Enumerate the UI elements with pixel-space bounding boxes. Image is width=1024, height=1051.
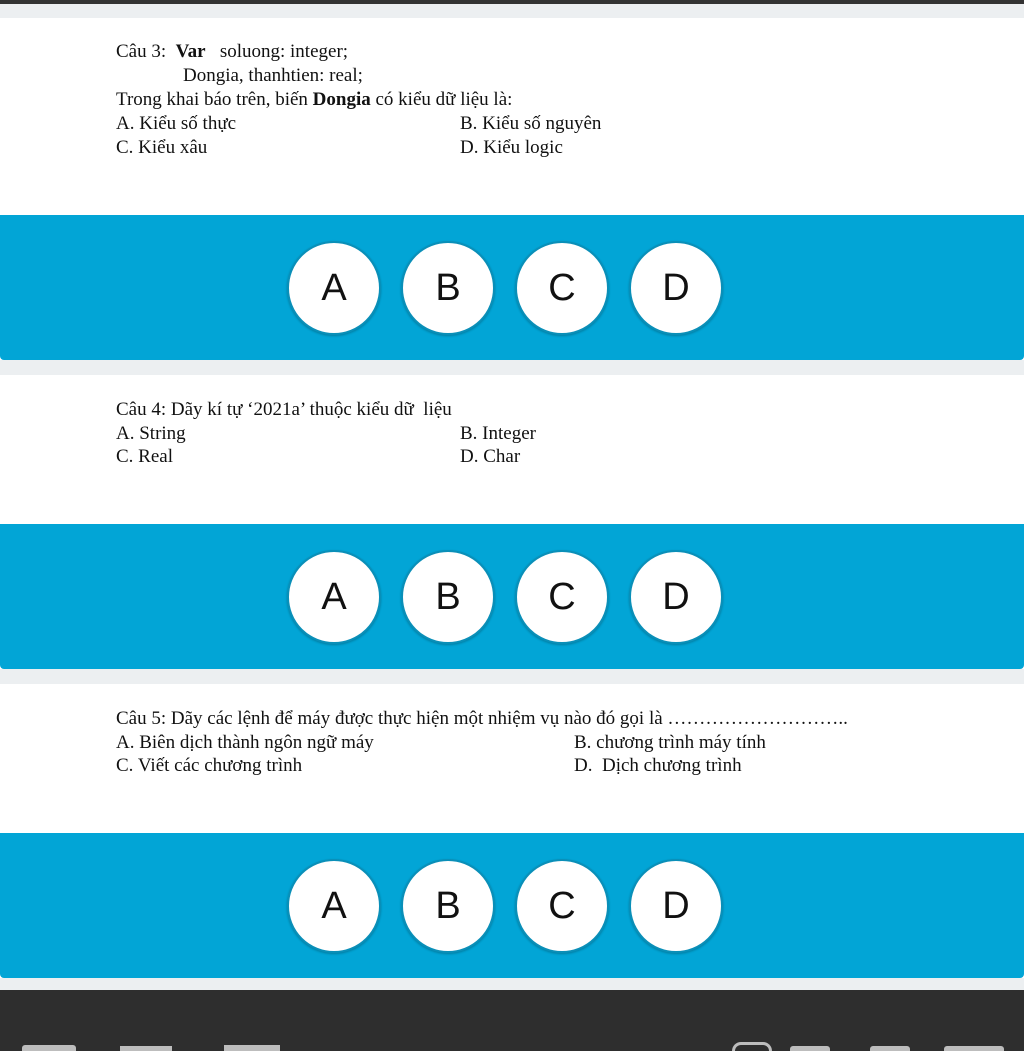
choice-c-button[interactable]: C <box>515 859 609 953</box>
question-stem-end: có kiểu dữ liệu là: <box>375 89 513 110</box>
question-card-4 <box>0 375 1024 669</box>
choice-b-button[interactable]: B <box>401 550 495 644</box>
question-line <box>116 88 512 112</box>
option-b-text: B. chương trình máy tính <box>574 732 766 753</box>
choice-a-button[interactable]: A <box>287 550 381 644</box>
choice-a-button[interactable]: A <box>287 859 381 953</box>
option-d-text: D. Dịch chương trình <box>574 755 742 776</box>
question-line: Câu 4: Dãy kí tự ‘2021a’ thuộc kiểu dữ liệu <box>116 399 452 420</box>
keyword-var: Var <box>175 41 206 62</box>
option-c-text: C. Viết các chương trình <box>116 755 303 776</box>
declaration-line: Dongia, thanhtien: real; <box>183 65 363 86</box>
choice-b-button[interactable]: B <box>401 859 495 953</box>
option-c-text: C. Kiểu xâu <box>116 137 208 158</box>
question-stem: Trong khai báo trên, biến <box>116 89 308 110</box>
option-b-text: B. Kiểu số nguyên <box>460 113 602 134</box>
nav-item-icon[interactable] <box>22 1045 76 1051</box>
option-a-text: A. Kiểu số thực <box>116 113 237 134</box>
option-b-text: B. Integer <box>460 423 536 444</box>
choice-d-button[interactable]: D <box>629 550 723 644</box>
question-number: Câu 3: <box>116 41 167 62</box>
choice-a-button[interactable]: A <box>287 241 381 335</box>
option-a-text: A. String <box>116 423 186 444</box>
choice-c-button[interactable]: C <box>515 550 609 644</box>
variable-name: Dongia <box>312 89 371 110</box>
question-card-5 <box>0 684 1024 978</box>
answer-choices-4 <box>0 524 1024 669</box>
nav-item-icon[interactable] <box>870 1046 910 1051</box>
answer-choices-3 <box>0 215 1024 360</box>
declaration-text: soluong: integer; <box>219 41 349 62</box>
choice-c-button[interactable]: C <box>515 241 609 335</box>
top-status-strip <box>0 0 1024 4</box>
choice-b-button[interactable]: B <box>401 241 495 335</box>
option-c-text: C. Real <box>116 446 173 467</box>
nav-item-icon[interactable] <box>120 1046 172 1051</box>
nav-item-icon[interactable] <box>224 1045 280 1051</box>
choice-d-button[interactable]: D <box>629 859 723 953</box>
nav-item-icon[interactable] <box>944 1046 1004 1051</box>
question-line: Câu 5: Dãy các lệnh để máy được thực hiện một nhiệm vụ nào đó gọi là ……………………….. <box>116 708 848 729</box>
option-d-text: D. Char <box>460 446 521 467</box>
question-card-3 <box>0 18 1024 360</box>
answer-choices-5 <box>0 833 1024 978</box>
choice-d-button[interactable]: D <box>629 241 723 335</box>
option-a-text: A. Biên dịch thành ngôn ngữ máy <box>116 732 374 753</box>
option-d-text: D. Kiểu logic <box>460 137 563 158</box>
nav-item-icon[interactable] <box>790 1046 830 1051</box>
bottom-navigation-bar <box>0 990 1024 1051</box>
nav-item-icon[interactable] <box>732 1042 772 1051</box>
question-line <box>116 40 348 64</box>
